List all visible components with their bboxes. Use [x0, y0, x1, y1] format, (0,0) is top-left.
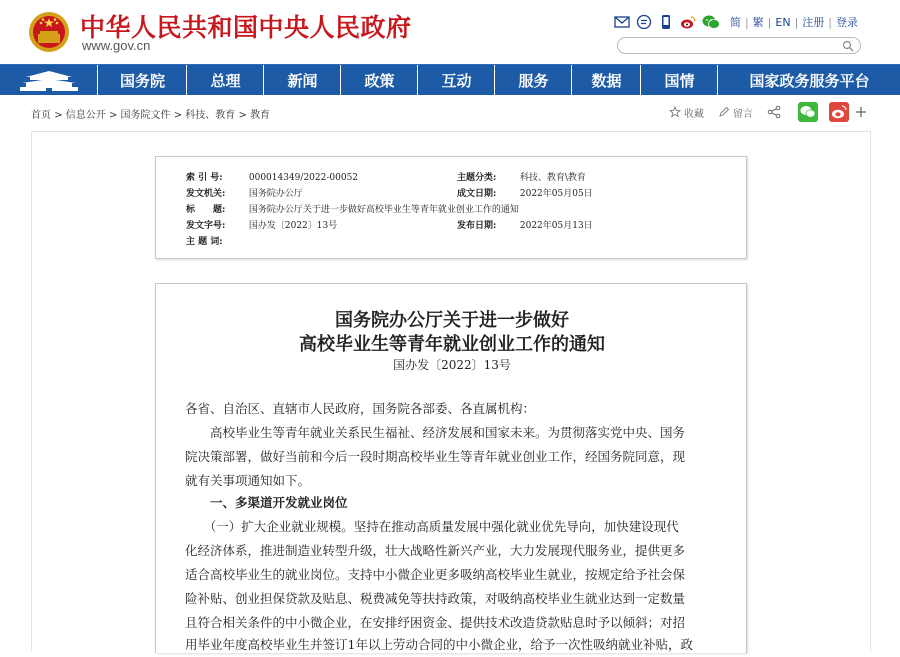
- breadcrumb-separator: >: [173, 110, 183, 121]
- comment-button[interactable]: [718, 105, 753, 120]
- mail-icon[interactable]: [614, 14, 630, 30]
- meta-title-row: [186, 202, 519, 215]
- breadcrumb-home[interactable]: 首页: [31, 110, 51, 121]
- document-title-line2: 高校毕业生等青年就业创业工作的通知: [299, 334, 605, 355]
- document-title-line1: 国务院办公厅关于进一步做好: [335, 310, 569, 331]
- paragraph-2-line-3: 适合高校毕业生的就业岗位。支持中小微企业更多吸纳高校毕业生就业，按规定给予社会保: [185, 567, 686, 582]
- paragraph-2-line-2: 化经济体系，推进制造业转型升级，壮大战略性新兴产业，大力发展现代服务业，提供更多: [185, 543, 686, 558]
- site-header: [0, 0, 900, 64]
- tool-separator: |: [744, 15, 749, 29]
- paragraph-1-line-1: 高校毕业生等青年就业关系民生福祉、经济发展和国家未来。为贯彻落实党中央、国务: [185, 425, 686, 440]
- wechat-share-icon: [798, 102, 818, 122]
- breadcrumb-sci-edu[interactable]: 科技、教育: [185, 110, 236, 121]
- meta-pubdate-row: [457, 218, 593, 231]
- search-input[interactable]: [617, 37, 861, 54]
- register-link[interactable]: 注册: [802, 16, 825, 29]
- breadcrumb: [31, 106, 270, 121]
- nav-item-data[interactable]: 数据: [573, 65, 641, 96]
- meta-category-label: 主题分类:: [457, 173, 497, 183]
- wechat-icon[interactable]: [702, 14, 720, 30]
- meta-pubdate-label: 发布日期:: [457, 221, 497, 231]
- traditional-chinese-link[interactable]: 繁: [752, 16, 764, 29]
- nav-home[interactable]: [0, 65, 98, 96]
- paragraph-1-line-2: 院决策部署，做好当前和今后一段时期高校毕业生等青年就业创业工作，经国务院同意，现: [185, 449, 686, 464]
- wechat-share-button[interactable]: [798, 102, 821, 122]
- nav-item-premier[interactable]: 总理: [188, 65, 264, 96]
- paragraph-2-line-5: 且符合相关条件的中小微企业，在安排纾困资金、提供技术改造贷款贴息时予以倾斜；对招: [185, 615, 686, 630]
- meta-issuer-label: 发文机关:: [186, 189, 226, 199]
- tiananmen-icon: [18, 70, 80, 92]
- paragraph-2-line-4: 险补贴、创业担保贷款及贴息、税费减免等扶持政策，对吸纳高校毕业生就业达到一定数量: [185, 591, 686, 606]
- paragraph-2-line-1: （一）扩大企业就业规模。坚持在推动高质量发展中强化就业优先导向，加快建设现代: [185, 519, 679, 534]
- favorite-label: 收藏: [684, 108, 704, 120]
- simplified-chinese-link[interactable]: 简: [729, 16, 741, 29]
- nav-item-news[interactable]: 新闻: [265, 65, 341, 96]
- meta-docno-label: 发文字号:: [186, 221, 226, 231]
- tool-separator: |: [767, 15, 772, 29]
- nav-item-service[interactable]: 服务: [496, 65, 572, 96]
- weibo-icon[interactable]: [680, 14, 696, 30]
- breadcrumb-separator: >: [238, 110, 247, 121]
- nav-item-national-profile[interactable]: 国情: [642, 65, 718, 96]
- message-icon[interactable]: [636, 14, 652, 30]
- meta-category-row: [457, 170, 586, 183]
- plus-icon: [856, 107, 866, 117]
- nav-item-gov-service-platform[interactable]: 国家政务服务平台: [749, 72, 870, 90]
- top-tools: [614, 13, 862, 31]
- star-icon: [669, 106, 681, 118]
- weibo-share-button[interactable]: [829, 102, 852, 122]
- pen-icon: [718, 106, 730, 118]
- more-share-button[interactable]: [856, 107, 869, 117]
- favorite-button[interactable]: [669, 105, 704, 120]
- meta-date-value: 2022年05月05日: [519, 189, 593, 199]
- comment-label: 留言: [733, 108, 753, 120]
- meta-keywords-row: [186, 234, 249, 247]
- share-bar: [655, 101, 869, 123]
- main-nav: [0, 64, 900, 95]
- paragraph-2-line-6: 用毕业年度高校毕业生并签订1年以上劳动合同的中小微企业，给予一次性吸纳就业补贴，政: [185, 637, 693, 652]
- section-1-heading: 一、多渠道开发就业岗位: [185, 495, 348, 510]
- meta-date-row: [457, 186, 593, 199]
- nav-item-policy[interactable]: 政策: [342, 65, 418, 96]
- share-button[interactable]: [767, 105, 784, 119]
- meta-issuer-value: 国务院办公厅: [248, 189, 303, 199]
- login-link[interactable]: 登录: [836, 16, 858, 29]
- site-url: www.gov.cn: [82, 38, 151, 53]
- site-title[interactable]: 中华人民共和国中央人民政府: [80, 13, 412, 42]
- tool-separator: |: [828, 15, 832, 29]
- paragraph-1-line-3: 就有关事项通知如下。: [185, 473, 311, 488]
- breadcrumb-state-council-docs[interactable]: 国务院文件: [120, 110, 171, 121]
- share-icon: [767, 105, 781, 119]
- meta-docno-row: [186, 218, 337, 231]
- breadcrumb-separator: >: [54, 110, 63, 121]
- english-link[interactable]: EN: [775, 15, 791, 29]
- meta-index-row: [186, 170, 358, 183]
- meta-index-value: 000014349/2022-00052: [248, 173, 359, 183]
- tool-separator: |: [794, 15, 799, 29]
- breadcrumb-education[interactable]: 教育: [250, 110, 271, 121]
- meta-title-value: 国务院办公厅关于进一步做好高校毕业生等青年就业创业工作的通知: [248, 205, 519, 215]
- document-meta-box: [155, 156, 747, 259]
- nav-item-interaction[interactable]: 互动: [419, 65, 495, 96]
- meta-pubdate-value: 2022年05月13日: [519, 221, 593, 231]
- nav-item-state-council[interactable]: 国务院: [99, 65, 187, 96]
- meta-docno-value: 国办发〔2022〕13号: [248, 221, 338, 231]
- search-icon[interactable]: [842, 40, 854, 52]
- document-number: 国办发〔2022〕13号: [393, 358, 511, 372]
- breadcrumb-separator: >: [108, 110, 118, 121]
- meta-title-label: 标 题:: [186, 205, 226, 215]
- salutation: 各省、自治区、直辖市人民政府，国务院各部委、各直属机构：: [185, 401, 536, 416]
- weibo-share-icon: [829, 102, 849, 122]
- mobile-icon[interactable]: [658, 14, 674, 30]
- meta-category-value: 科技、教育\教育: [519, 173, 586, 183]
- national-emblem-icon[interactable]: [28, 10, 70, 54]
- breadcrumb-info-disclosure[interactable]: 信息公开: [65, 110, 106, 121]
- meta-keywords-label: 主 题 词:: [186, 237, 223, 247]
- meta-date-label: 成文日期:: [457, 189, 497, 199]
- meta-issuer-row: [186, 186, 303, 199]
- meta-index-label: 索 引 号:: [186, 173, 223, 183]
